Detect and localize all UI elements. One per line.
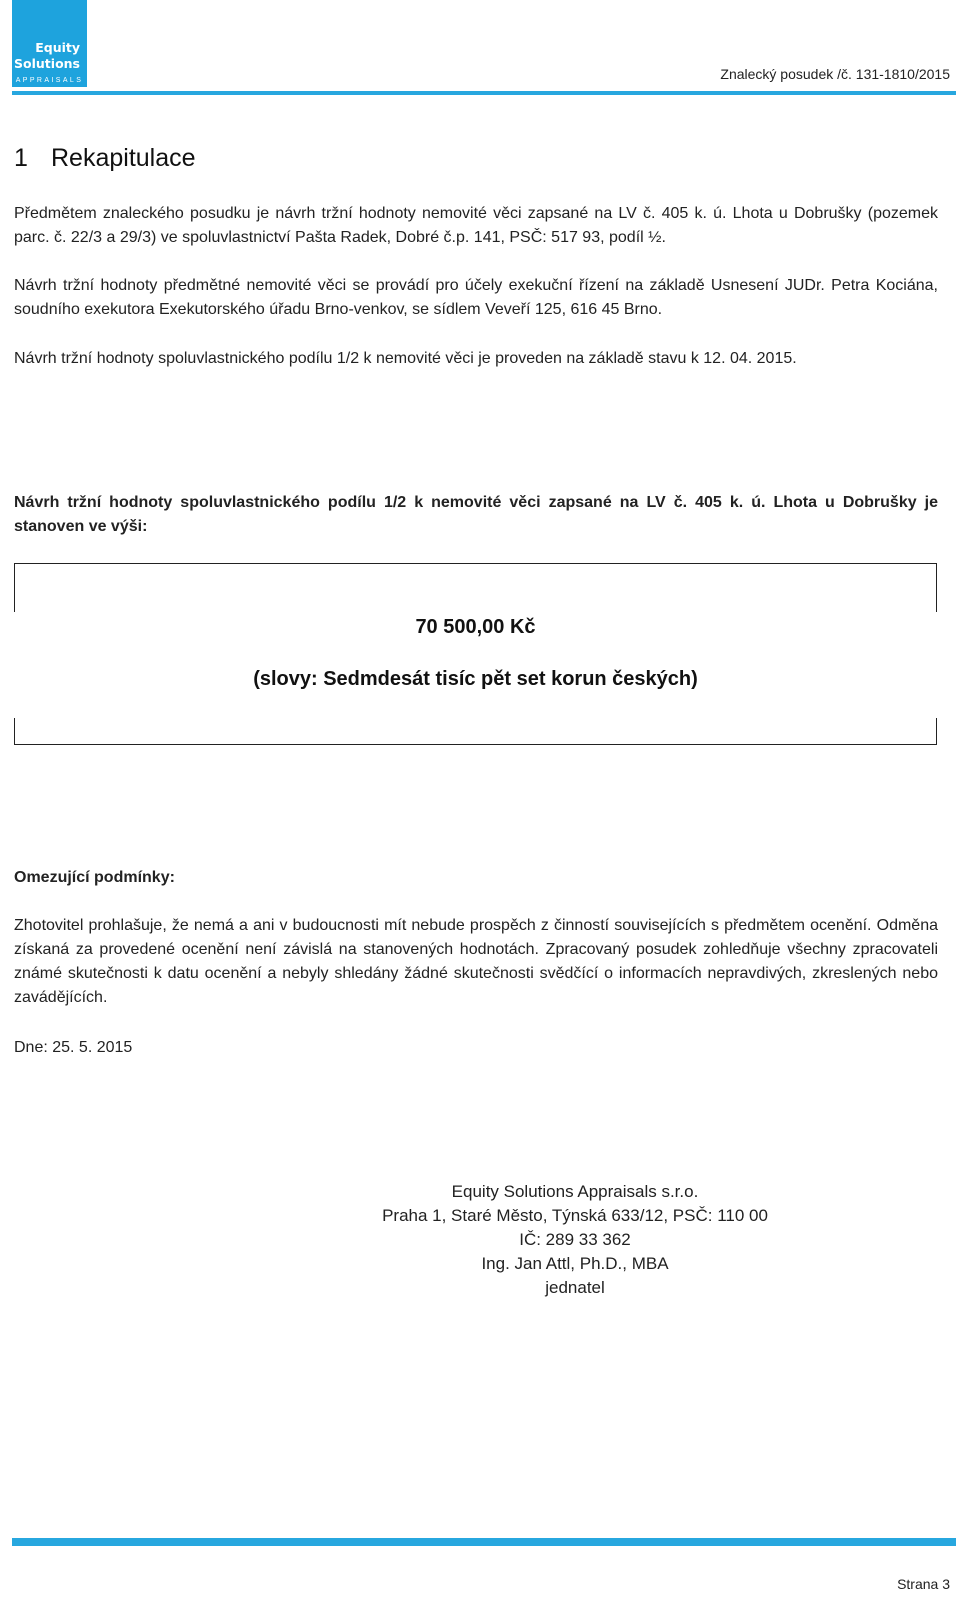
logo-line-1: Equity <box>35 40 80 55</box>
company-logo <box>12 0 87 87</box>
signature-person: Ing. Jan Attl, Ph.D., MBA <box>481 1254 669 1273</box>
section-title: Rekapitulace <box>51 144 196 172</box>
box-border-left-top <box>14 563 15 612</box>
header-divider <box>12 91 956 95</box>
conditions-heading: Omezující podmínky: <box>14 869 175 886</box>
value-amount: 70 500,00 Kč <box>415 616 536 638</box>
document-reference: Znalecký posudek /č. 131-1810/2015 <box>720 66 950 82</box>
paragraph-purpose: Návrh tržní hodnoty předmětné nemovité věci se provádí pro účely exekuční řízení na základě Usnesení JUDr. Petra Kociána, soudního exekutora Exekutorského úřadu Brno-venkov, se sídlem Veveří 125, 616 45 Brno. <box>14 277 938 318</box>
footer-divider <box>12 1538 956 1546</box>
logo-line-3: APPRAISALS <box>15 77 84 84</box>
box-border-top <box>14 563 937 564</box>
box-border-bottom <box>14 744 937 745</box>
logo-line-2: Solutions <box>14 56 80 71</box>
section-number: 1 <box>14 144 28 172</box>
section-heading <box>14 144 196 173</box>
value-box <box>14 563 937 745</box>
date-line: Dne: 25. 5. 2015 <box>14 1039 133 1056</box>
value-in-words: (slovy: Sedmdesát tisíc pět set korun českých) <box>253 668 698 690</box>
box-border-right-bottom <box>936 718 937 745</box>
paragraph-value-statement: Návrh tržní hodnoty spoluvlastnického podílu 1/2 k nemovité věci zapsané na LV č. 405 k. ú. Lhota u Dobrušky je stanoven ve výši: <box>14 494 938 535</box>
signature-role: jednatel <box>545 1278 605 1297</box>
signature-company: Equity Solutions Appraisals s.r.o. <box>451 1182 699 1201</box>
signature-block <box>300 1180 850 1300</box>
paragraph-subject: Předmětem znaleckého posudku je návrh tržní hodnoty nemovité věci zapsané na LV č. 405 k. ú. Lhota u Dobrušky (pozemek parc. č. 22/3 a 29/3) ve spoluvlastnictví Pašta Radek, Dobré č.p. 141, PSČ: 517 93, podíl ½. <box>14 205 938 246</box>
conditions-text: Zhotovitel prohlašuje, že nemá a ani v budoucnosti mít nebude prospěch z činností souvisejících s předmětem ocenění. Odměna získaná za provedené ocenění není závislá na stanovených hodnotách. Zpracovaný posudek zohledňuje všechny zpracovateli známé skutečnosti k datu ocenění a nebyly shledány žádné skutečnosti svědčící o informacích nepravdivých, zkreslených nebo zavádějících. <box>14 917 938 1006</box>
signature-address: Praha 1, Staré Město, Týnská 633/12, PSČ: 110 00 <box>382 1206 768 1225</box>
box-border-left-bottom <box>14 718 15 745</box>
page-number: Strana 3 <box>897 1576 950 1592</box>
box-border-right-top <box>936 563 937 612</box>
paragraph-valuation-date: Návrh tržní hodnoty spoluvlastnického podílu 1/2 k nemovité věci je proveden na základě stavu k 12. 04. 2015. <box>14 350 797 367</box>
signature-ic: IČ: 289 33 362 <box>519 1230 631 1249</box>
